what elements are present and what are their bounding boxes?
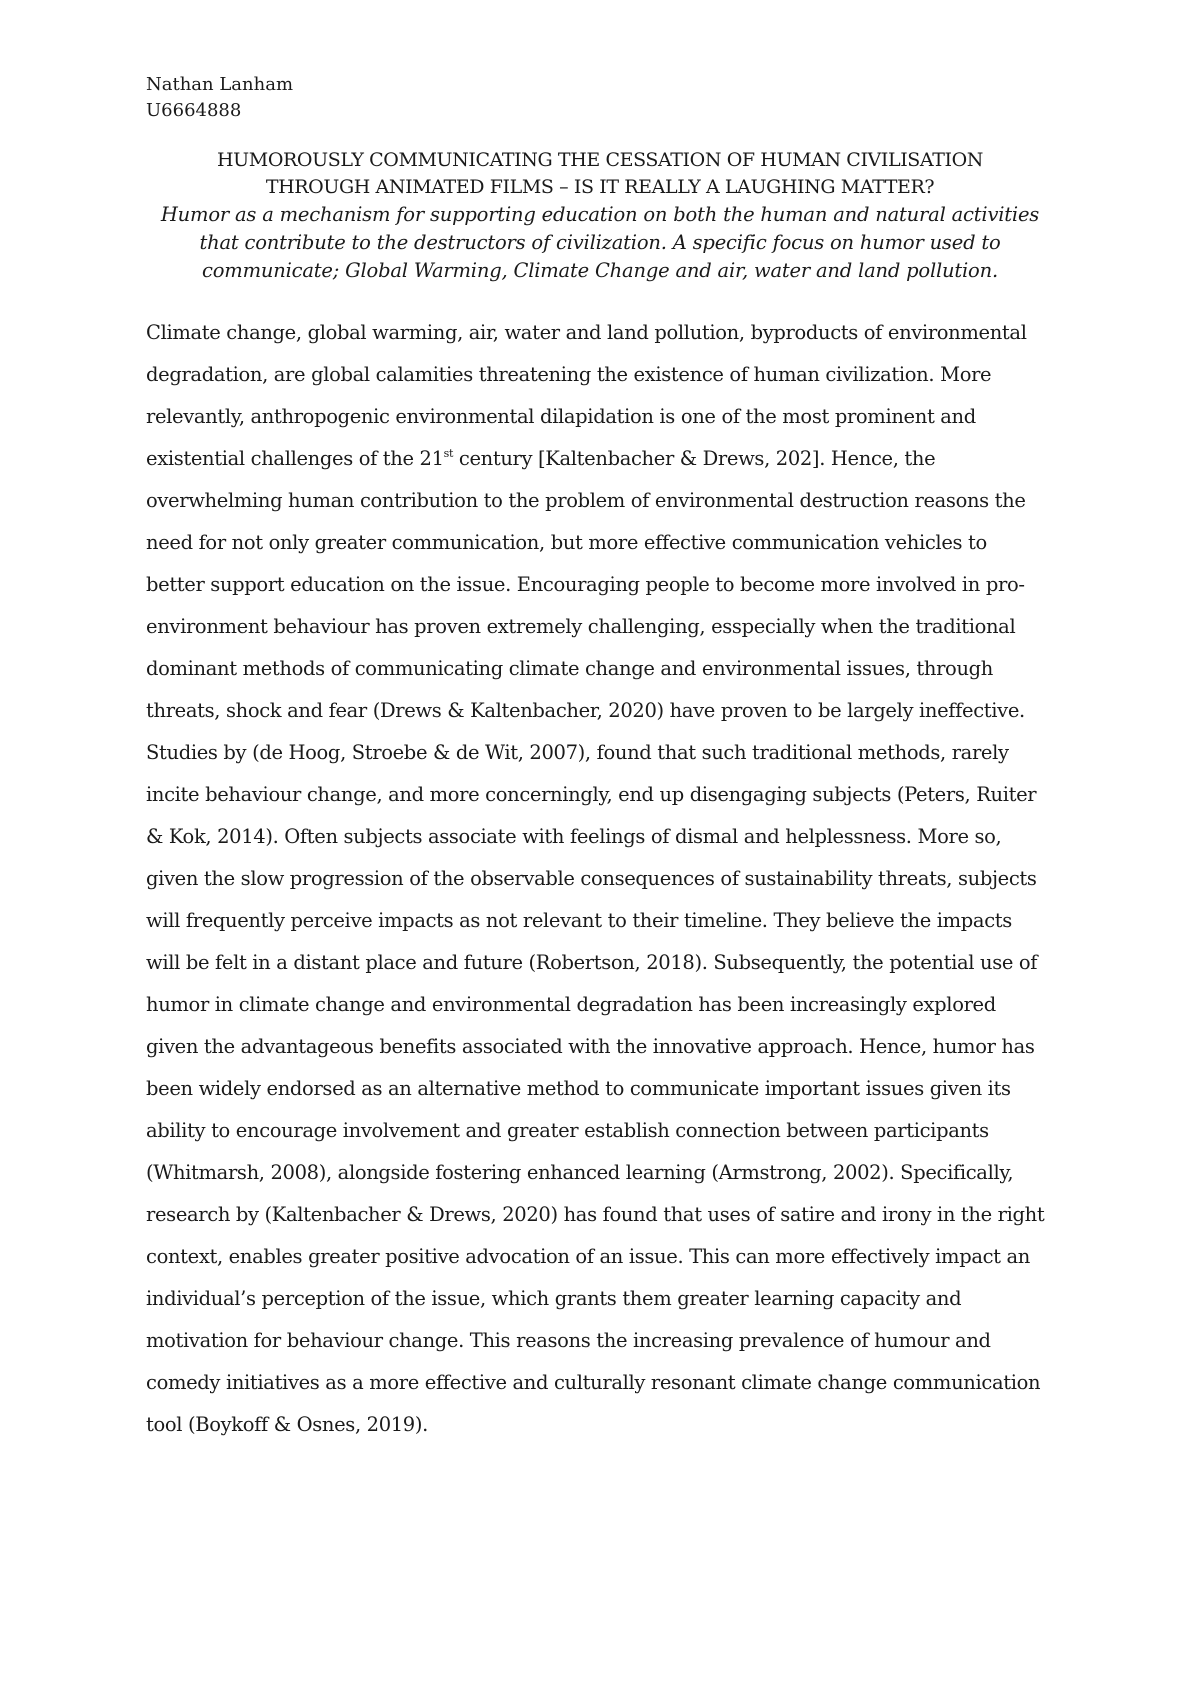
body-line: better support education on the issue. Encouraging people to become more involved in pro-: [146, 573, 1025, 596]
body-line: threats, shock and fear (Drews & Kaltenbacher, 2020) have proven to be largely ineffective.: [146, 699, 1025, 722]
body-line: will frequently perceive impacts as not relevant to their timeline. They believe the impacts: [146, 909, 1012, 932]
body-paragraph: [146, 312, 1076, 1446]
body-line: humor in climate change and environmental degradation has been increasingly explored: [146, 993, 996, 1016]
body-line: motivation for behaviour change. This reasons the increasing prevalence of humour and: [146, 1329, 991, 1352]
body-line: [146, 438, 1076, 480]
document-subtitle-line: that contribute to the destructors of civilization. A specific focus on humor used to: [199, 231, 1001, 254]
body-line: degradation, are global calamities threatening the existence of human civilization. More: [146, 363, 992, 386]
body-line: dominant methods of communicating climate change and environmental issues, through: [146, 657, 994, 680]
body-line: will be felt in a distant place and future (Robertson, 2018). Subsequently, the potential use of: [146, 951, 1038, 974]
author-name: Nathan Lanham: [146, 74, 294, 95]
author-block: [146, 72, 293, 124]
body-line: (Whitmarsh, 2008), alongside fostering enhanced learning (Armstrong, 2002). Specifically,: [146, 1161, 1014, 1184]
body-line: research by (Kaltenbacher & Drews, 2020) has found that uses of satire and irony in the right: [146, 1203, 1045, 1226]
body-line: given the slow progression of the observable consequences of sustainability threats, subjects: [146, 867, 1037, 890]
document-subtitle-line: Humor as a mechanism for supporting education on both the human and natural activities: [160, 203, 1040, 226]
body-line: & Kok, 2014). Often subjects associate with feelings of dismal and helplessness. More so,: [146, 825, 1002, 848]
body-line: been widely endorsed as an alternative method to communicate important issues given its: [146, 1077, 1011, 1100]
document-title-line: THROUGH ANIMATED FILMS – IS IT REALLY A LAUGHING MATTER?: [265, 176, 935, 198]
body-line: overwhelming human contribution to the problem of environmental destruction reasons the: [146, 489, 1026, 512]
document-subtitle-line: communicate; Global Warming, Climate Change and air, water and land pollution.: [202, 259, 998, 282]
body-line: Climate change, global warming, air, water and land pollution, byproducts of environmental: [146, 321, 1027, 344]
document-title-line: HUMOROUSLY COMMUNICATING THE CESSATION OF HUMAN CIVILISATION: [217, 149, 983, 171]
body-line: need for not only greater communication, but more effective communication vehicles to: [146, 531, 987, 554]
body-line: relevantly, anthropogenic environmental dilapidation is one of the most prominent and: [146, 405, 976, 428]
body-line: individual’s perception of the issue, which grants them greater learning capacity and: [146, 1287, 962, 1310]
ordinal-superscript: st: [443, 447, 454, 460]
body-line: environment behaviour has proven extremely challenging, esspecially when the traditional: [146, 615, 1016, 638]
body-line: tool (Boykoff & Osnes, 2019).: [146, 1413, 428, 1436]
body-text-segment: existential challenges of the 21: [146, 447, 444, 470]
body-line: ability to encourage involvement and greater establish connection between participants: [146, 1119, 989, 1142]
body-line: Studies by (de Hoog, Stroebe & de Wit, 2007), found that such traditional methods, rarely: [146, 741, 1009, 764]
body-line: context, enables greater positive advocation of an issue. This can more effectively impact an: [146, 1245, 1030, 1268]
body-text-segment: century [Kaltenbacher & Drews, 202]. Hence, the: [453, 447, 936, 470]
body-line: given the advantageous benefits associated with the innovative approach. Hence, humor has: [146, 1035, 1035, 1058]
student-id: U6664888: [146, 100, 242, 121]
body-line: incite behaviour change, and more concerningly, end up disengaging subjects (Peters, Ruiter: [146, 783, 1037, 806]
body-line: comedy initiatives as a more effective and culturally resonant climate change communication: [146, 1371, 1041, 1394]
title-block: [120, 147, 1080, 285]
